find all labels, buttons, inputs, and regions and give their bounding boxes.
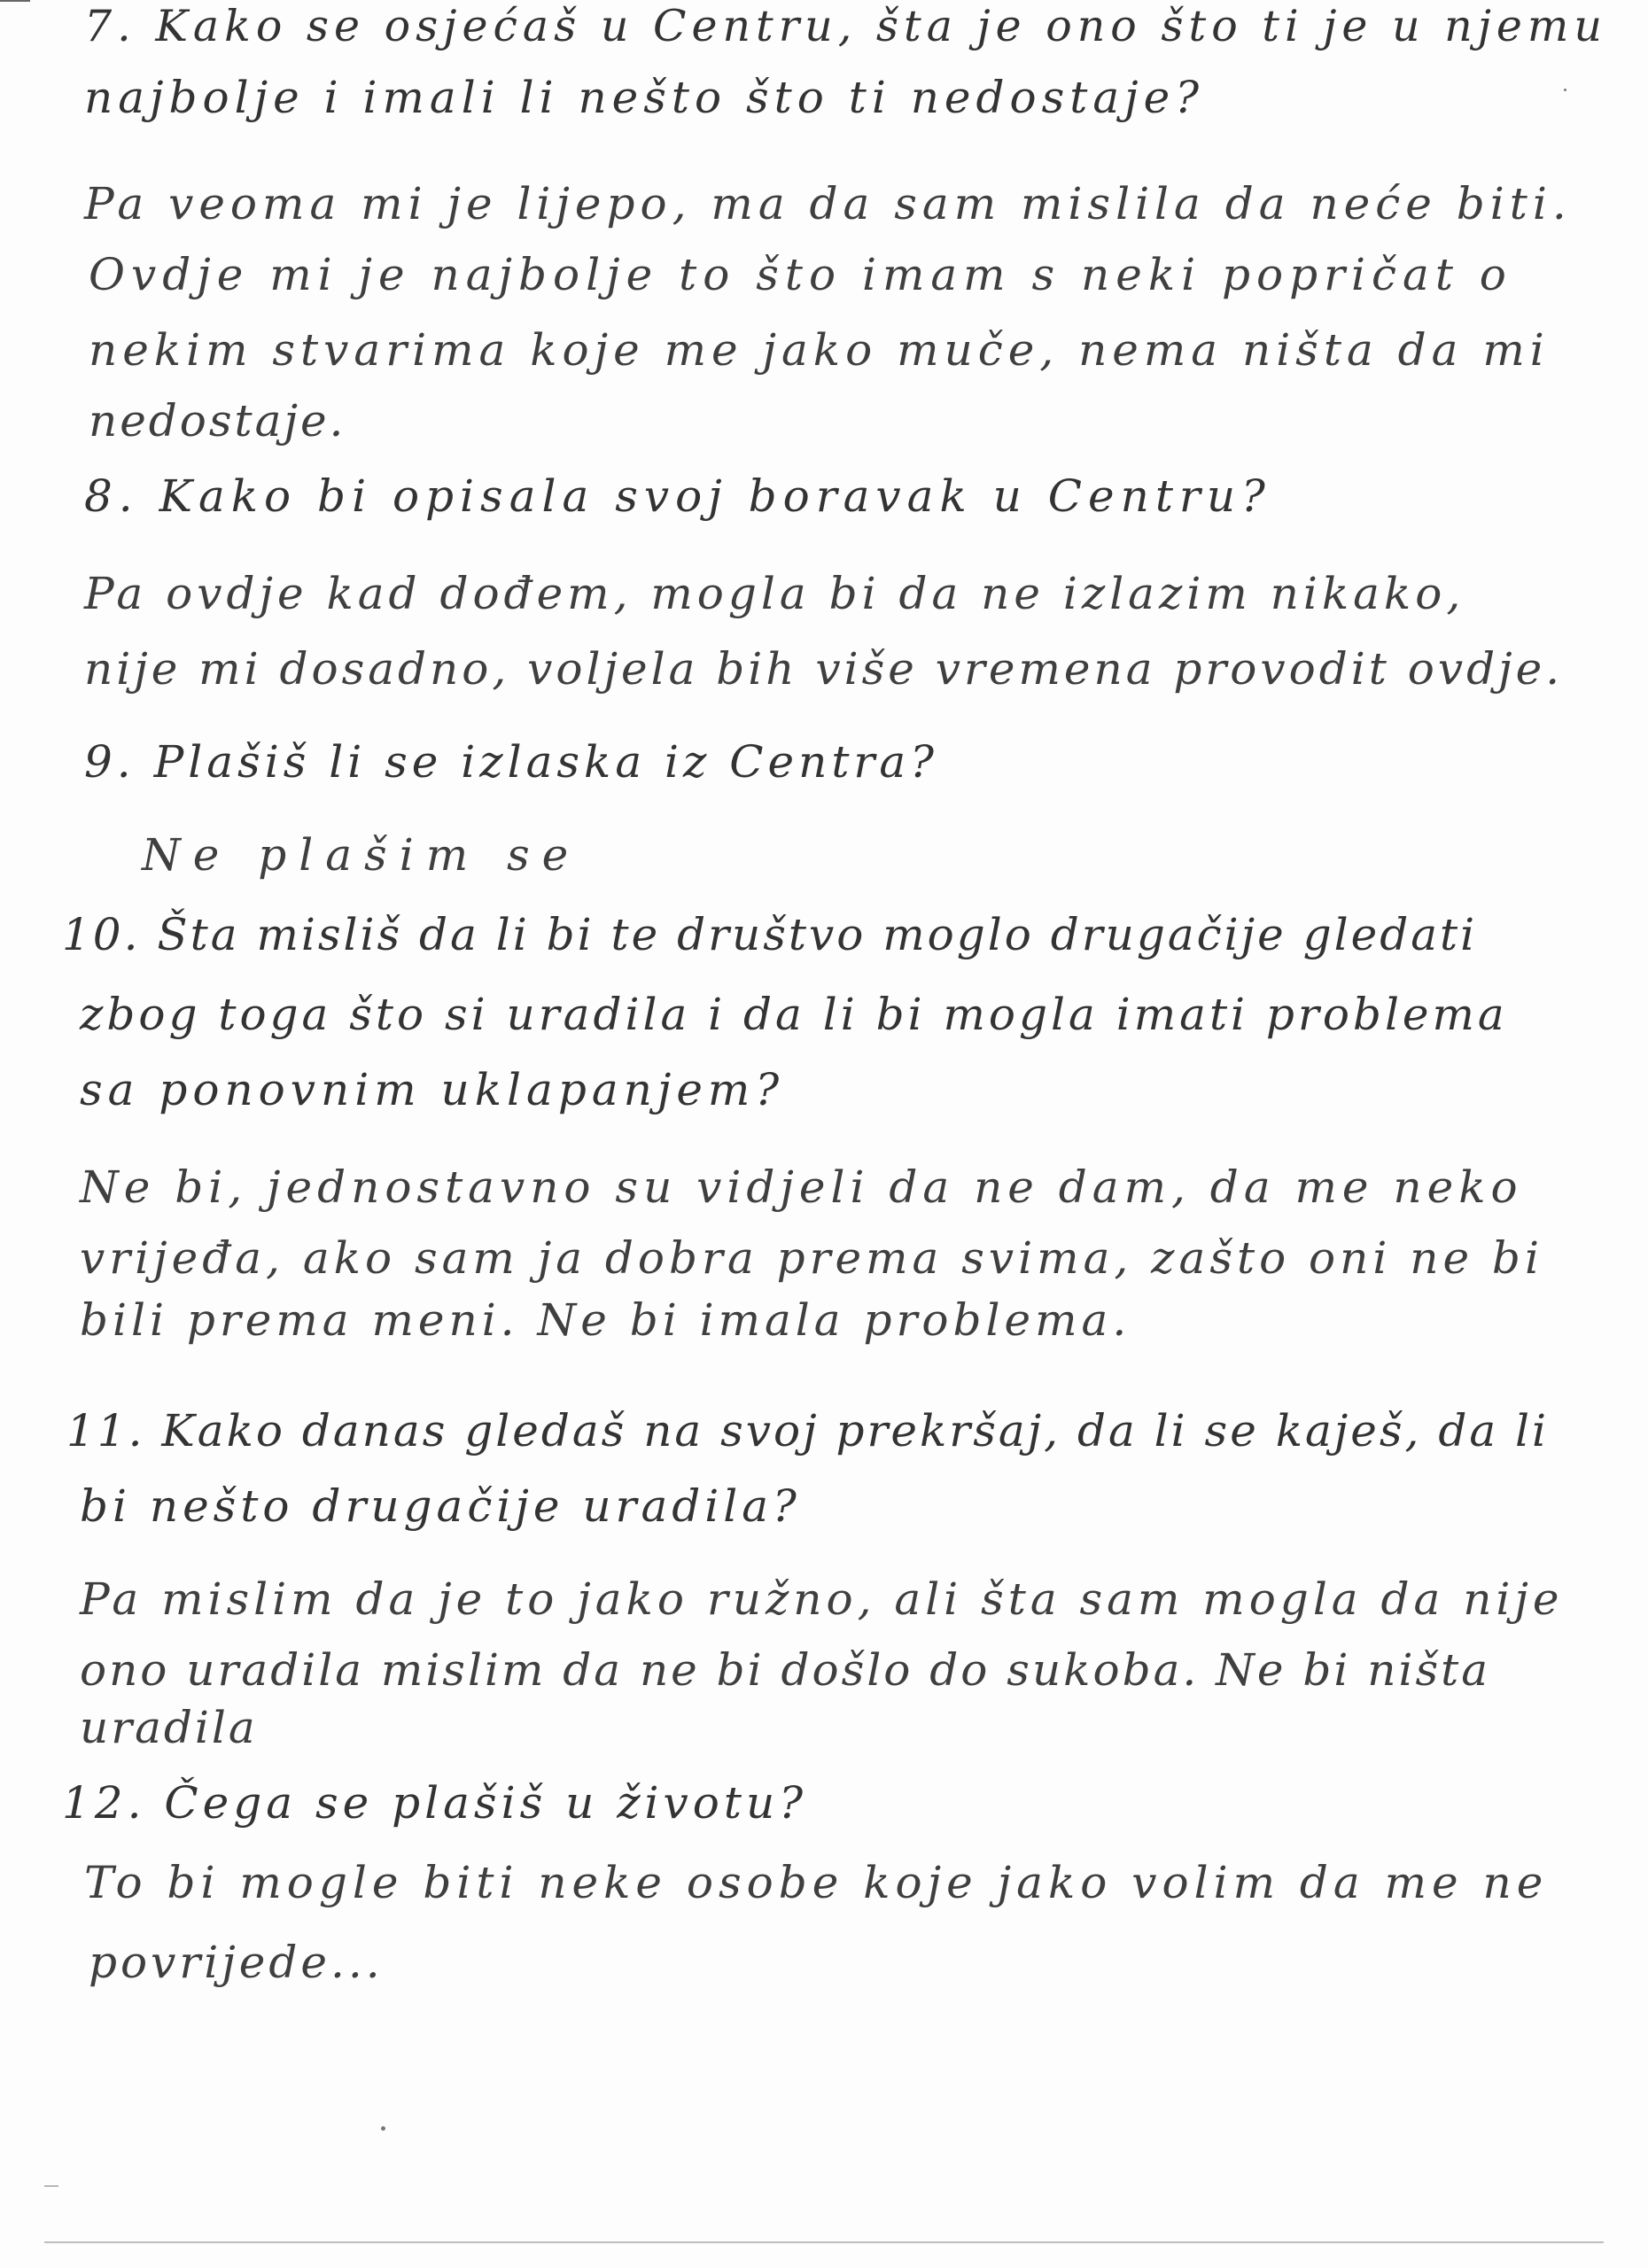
answer-10-line-2: vrijeđa, ako sam ja dobra prema svima, zašto oni ne bi [80,1232,1543,1284]
answer-11-line-3: uradila [80,1702,258,1753]
question-8: 8. Kako bi opisala svoj boravak u Centru? [84,470,1271,522]
answer-8-line-1: Pa ovdje kad dođem, mogla bi da ne izlazim nikako, [84,568,1465,619]
stray-dot-right [1564,89,1566,91]
question-11-line-1: 11. Kako danas gledaš na svoj prekršaj, da li se kaješ, da li [66,1405,1550,1456]
question-12: 12. Čega se plašiš u životu? [62,1777,808,1829]
answer-12-line-2: povrijede... [89,1937,384,1988]
question-10-line-2: zbog toga što si uradila i da li bi mogla imati problema [80,989,1508,1040]
answer-11-line-2: ono uradila mislim da ne bi došlo do sukoba. Ne bi ništa [80,1644,1491,1696]
answer-7-line-3: nekim stvarima koje me jako muče, nema ništa da mi [89,324,1550,376]
bottom-rule [44,2241,1604,2243]
question-10-line-3: sa ponovnim uklapanjem? [80,1064,785,1115]
answer-8-line-2: nije mi dosadno, voljela bih više vremena provodit ovdje. [84,643,1564,695]
answer-9: Ne plašim se [142,829,581,881]
answer-10-line-1: Ne bi, jednostavno su vidjeli da ne dam, da me neko [80,1161,1523,1213]
answer-10-line-3: bili prema meni. Ne bi imala problema. [80,1294,1131,1346]
question-11-line-2: bi nešto drugačije uradila? [80,1480,801,1532]
answer-7-line-4: nedostaje. [89,395,346,447]
question-7-line-1: 7. Kako se osjećaš u Centru, šta je ono što ti je u njemu [84,1,1607,51]
question-10-line-1: 10. Šta misliš da li bi te društvo moglo drugačije gledati [62,909,1478,960]
question-7-line-2: najbolje i imali li nešto što ti nedostaje? [84,72,1205,123]
page-corner-mark [0,0,30,2]
answer-11-line-1: Pa mislim da je to jako ružno, ali šta sam mogla da nije [80,1573,1564,1625]
stray-dot [381,2126,385,2131]
answer-7-line-1: Pa veoma mi je lijepo, ma da sam mislila da neće biti. [84,178,1572,229]
answer-7-line-2: Ovdje mi je najbolje to što imam s neki popričat o [89,249,1512,300]
answer-12-line-1: To bi mogle biti neke osobe koje jako volim da me ne [84,1857,1549,1908]
question-9: 9. Plašiš li se izlaska iz Centra? [84,736,938,788]
